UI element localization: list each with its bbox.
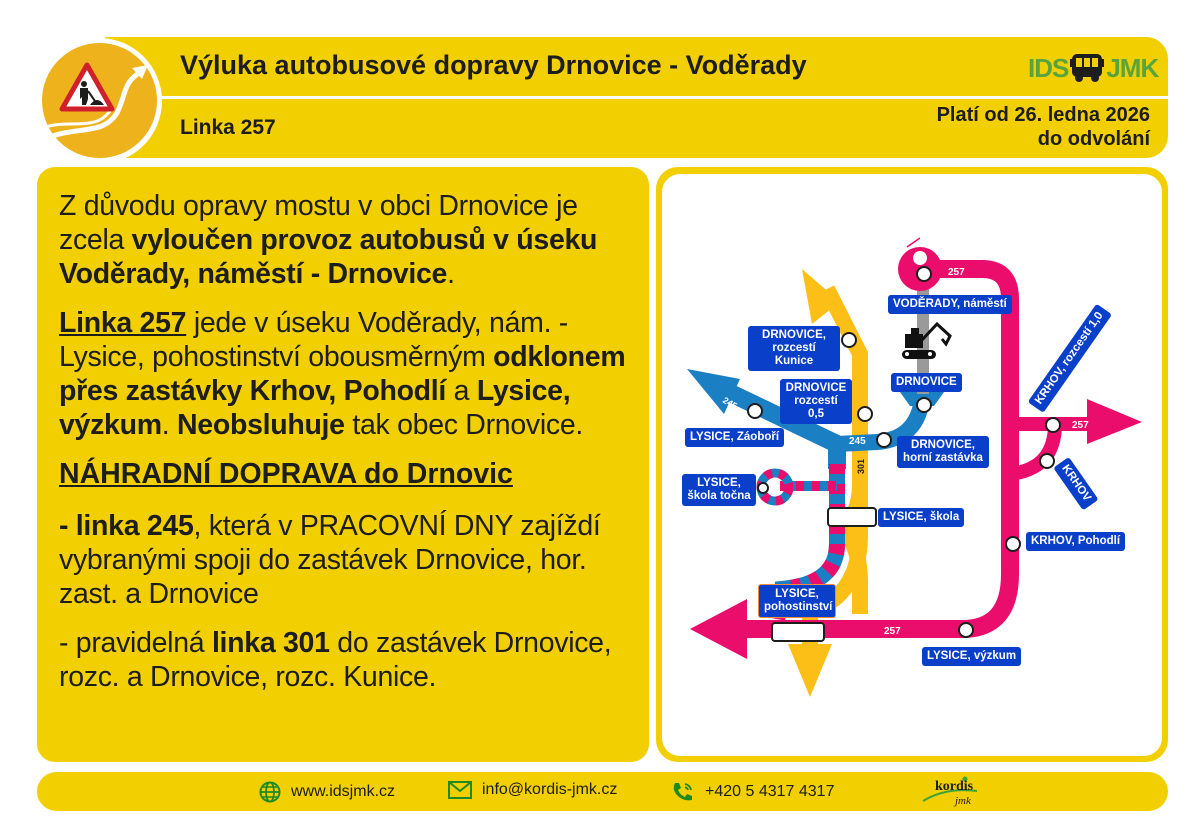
stop-lysice-pohostinstvi: LYSICE, pohostinství [758, 584, 836, 618]
roadworks-badge [42, 43, 157, 158]
bold-text: vyloučen provoz autobusů v úseku Voděrady, náměstí - Drnovice [59, 224, 598, 290]
bold-text: Neobsluhuje [177, 409, 345, 441]
text: . [161, 409, 178, 441]
stop-lysice-zaobori: LYSICE, Záoboří [685, 428, 784, 447]
stop-lysice-vyzkum: LYSICE, výzkum [922, 647, 1021, 666]
map-panel [656, 167, 1168, 762]
text: tak obec Drnovice. [344, 409, 583, 441]
text: jede v úseku Voděrady, nám. - Lysice, pohostinství obousměrným [59, 307, 568, 373]
line-257-label-bottom: 257 [884, 626, 901, 637]
bold-text: Lysice, výzkum [59, 375, 571, 441]
text: a [446, 375, 477, 407]
stop-krhov: KRHOV [1053, 457, 1098, 510]
ids-jmk-logo [1028, 52, 1158, 84]
bold-text: odklonem přes zastávky Krhov, Pohodlí [59, 341, 626, 407]
validity-until: do odvolání [1037, 128, 1150, 150]
notice-panel [37, 167, 649, 762]
text: Z důvodu opravy mostu v obci Drnovice je zcela [59, 190, 578, 256]
logo-text-right: JMK [1106, 52, 1159, 83]
footer-phone[interactable] [671, 781, 834, 803]
bus-icon [1070, 53, 1104, 83]
stop-krhov-pohodli: KRHOV, Pohodlí [1026, 532, 1125, 551]
phone-number[interactable]: +420 5 4317 4317 [705, 783, 835, 800]
roadworks-warning-icon [42, 43, 157, 158]
kordis-swoosh-icon [921, 775, 981, 807]
website-link[interactable]: www.idsjmk.cz [291, 783, 396, 800]
text: - pravidelná [59, 627, 212, 659]
stop-lysice-skola: LYSICE, škola [878, 508, 964, 527]
jmk-text: jmk [955, 795, 971, 807]
stop-krhov-rozcesti-10: KRHOV, rozcestí 1,0 [1028, 304, 1112, 413]
bold-text: linka 301 [211, 627, 330, 659]
replacement-line-245 [59, 509, 629, 611]
envelope-icon [448, 781, 472, 799]
stop-lysice-skola-tocna: LYSICE, škola točna [682, 474, 756, 506]
header-divider [160, 96, 1168, 99]
stop-drnovice-rozcesti-05: DRNOVICE rozcestí 0,5 [780, 379, 852, 424]
notice-paragraph-diversion [59, 306, 629, 442]
line-301-label: 301 [856, 458, 866, 474]
route-map [662, 174, 1162, 756]
line-245-label-mid: 245 [849, 436, 866, 447]
validity-period [937, 103, 1150, 151]
replacement-heading: NÁHRADNÍ DOPRAVA do Drnovic [59, 458, 513, 490]
footer-web[interactable] [259, 781, 395, 803]
bold-text: - linka 245 [59, 510, 194, 542]
stop-drnovice-rozcesti-kunice: DRNOVICE, rozcestí Kunice [748, 326, 840, 371]
line-link: Linka 257 [59, 307, 187, 339]
globe-icon [259, 781, 281, 803]
validity-from: Platí od 26. ledna 2026 [936, 104, 1150, 126]
line-257-label-top: 257 [948, 267, 965, 278]
text: . [447, 258, 455, 290]
stop-drnovice-horni-zastavka: DRNOVICE, horní zastávka [897, 436, 989, 468]
stop-voderady-namesti: VODĚRADY, náměstí [888, 295, 1012, 314]
email-link[interactable]: info@kordis-jmk.cz [482, 781, 618, 798]
kordis-text: kordis [935, 779, 974, 794]
kordis-logo [921, 775, 981, 807]
notice-paragraph-closure [59, 189, 629, 291]
line-number: Linka 257 [180, 116, 276, 139]
line-257-label-right: 257 [1072, 420, 1089, 431]
logo-text-left: IDS [1028, 52, 1069, 83]
line-245-label-left: 245 [721, 395, 740, 412]
stop-drnovice: DRNOVICE [891, 373, 962, 392]
contact-footer [37, 772, 1168, 811]
text: , která v PRACOVNÍ DNY zajíždí vybranými spoji do zastávek Drnovice, hor. zast. a Drnovice [59, 510, 601, 610]
footer-email[interactable] [448, 781, 617, 799]
text: do zastávek Drnovice, rozc. a Drnovice, rozc. Kunice. [59, 627, 612, 693]
replacement-line-301 [59, 626, 629, 694]
phone-icon [671, 781, 695, 803]
page-title: Výluka autobusové dopravy Drnovice - Voděrady [180, 50, 807, 80]
